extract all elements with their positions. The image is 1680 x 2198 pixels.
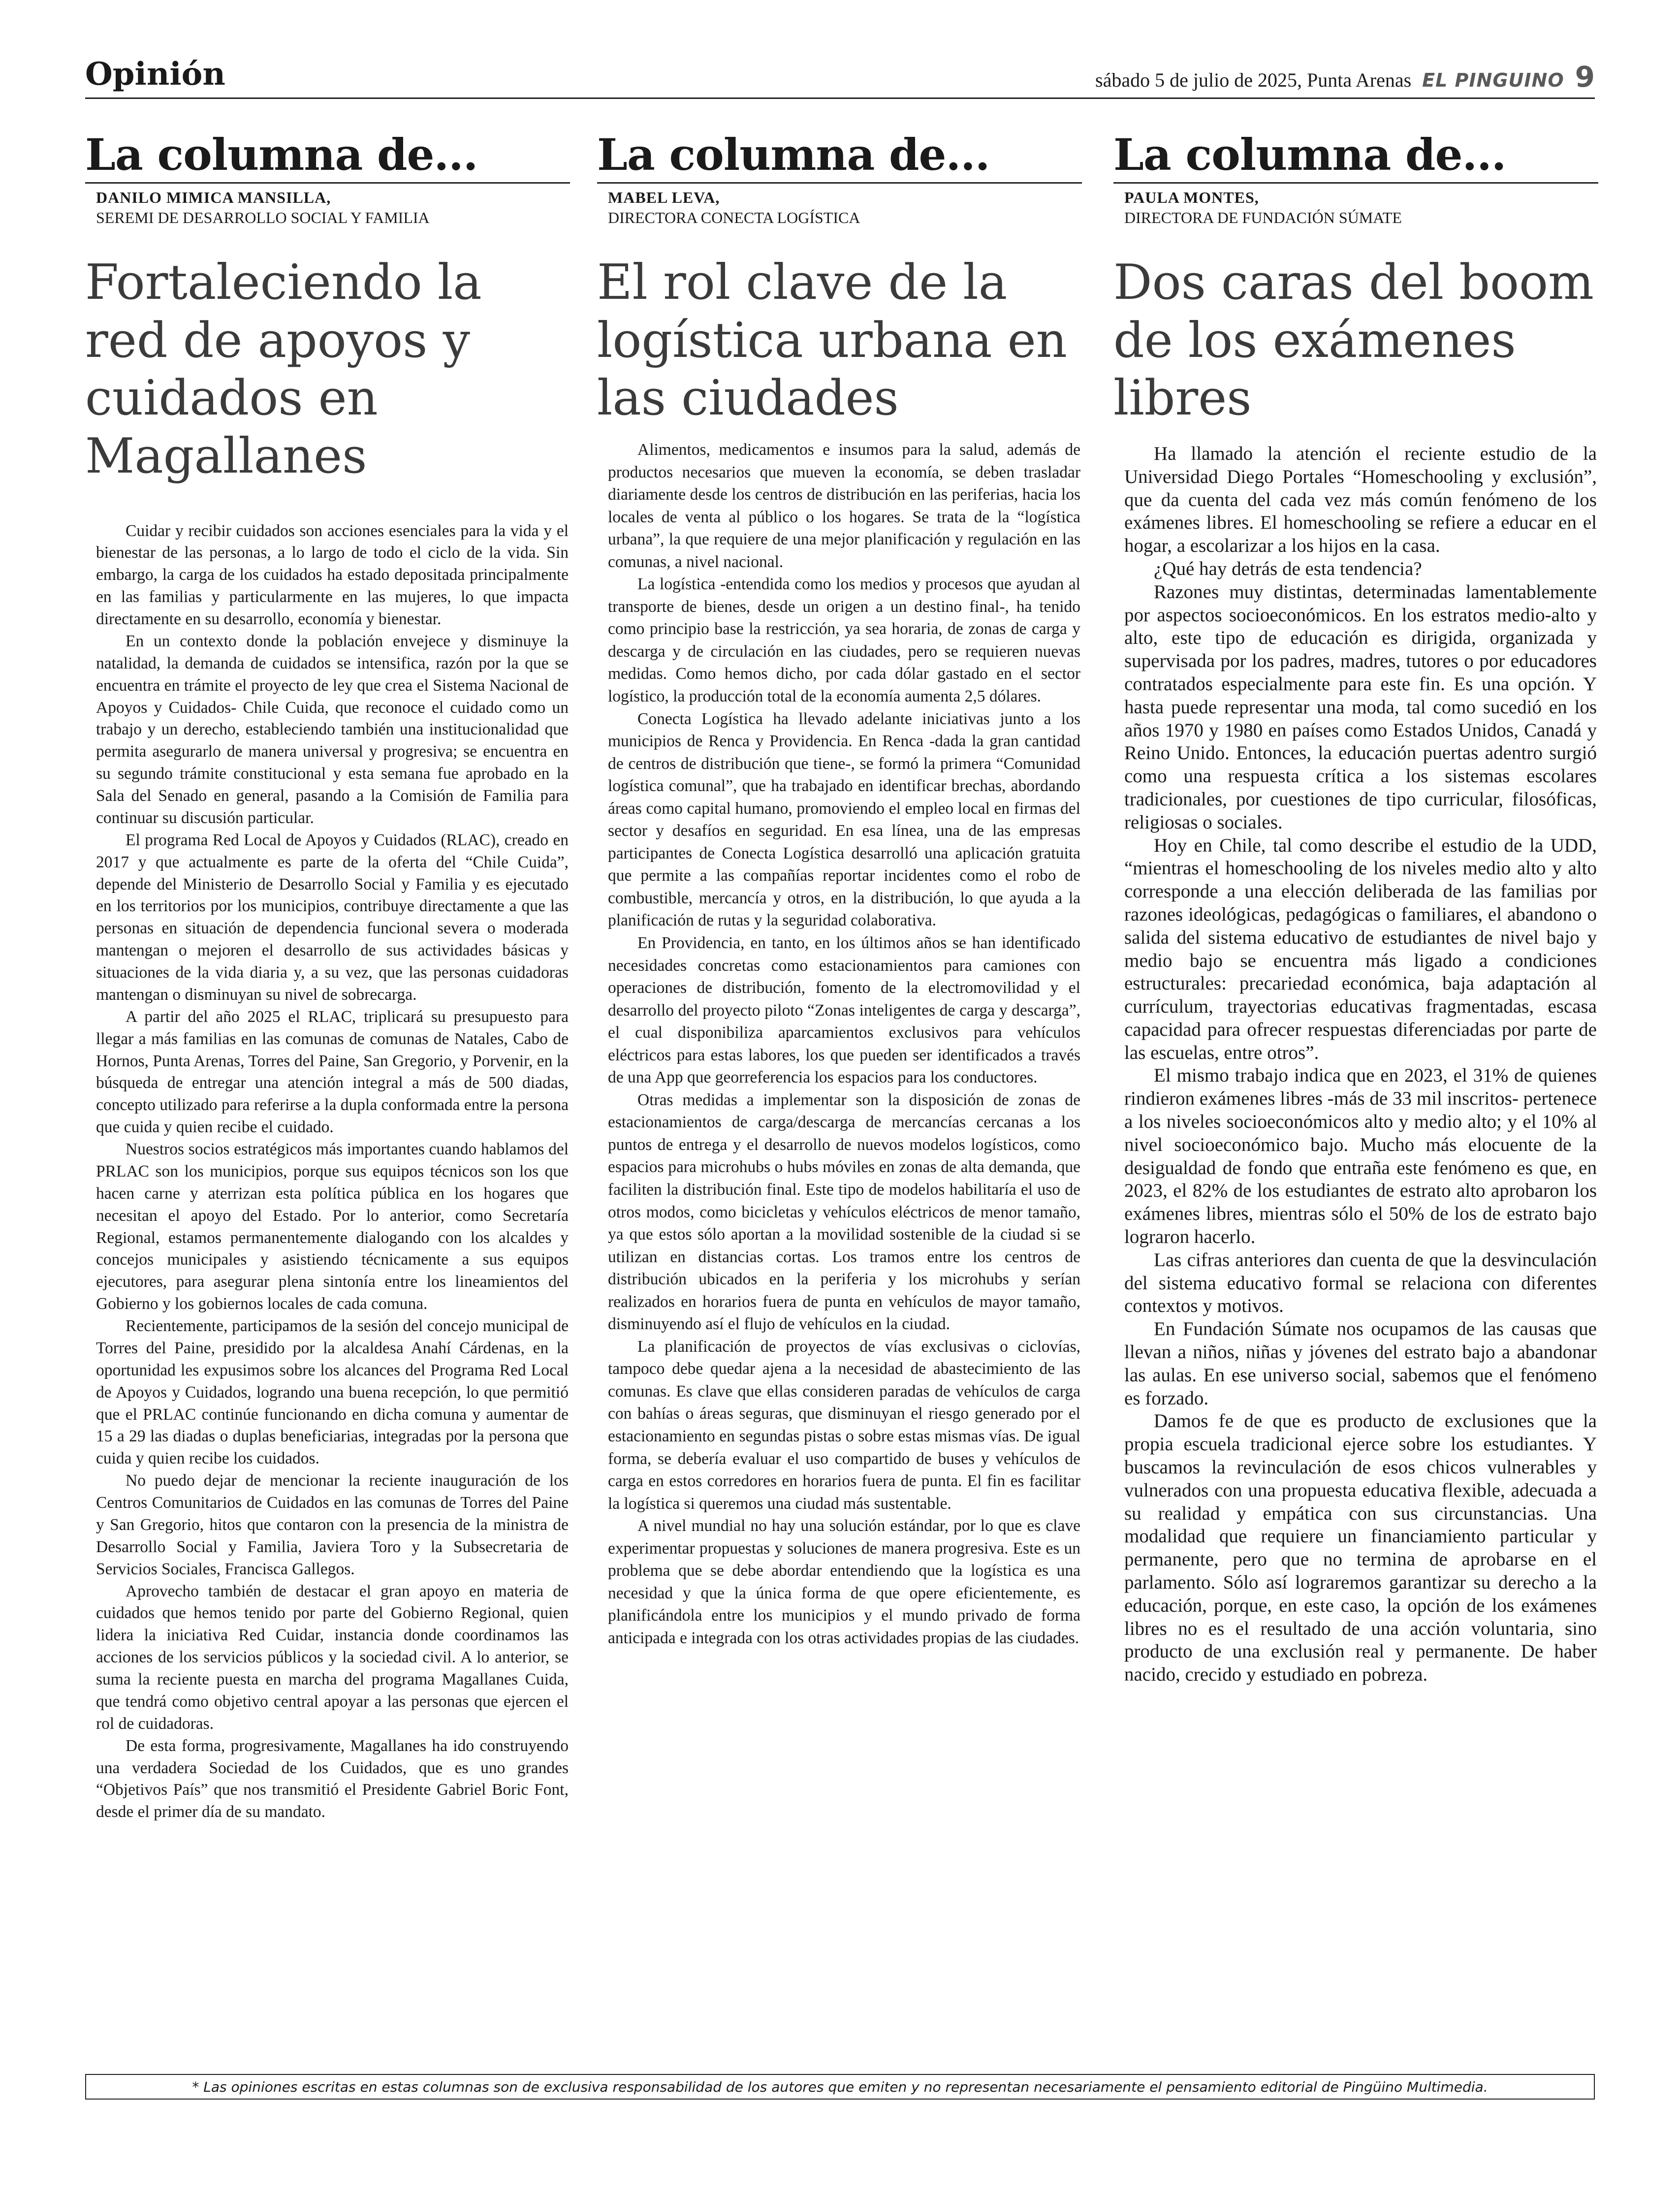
column-body	[96, 520, 569, 1824]
paragraph: Nuestros socios estratégicos más importantes cuando hablamos del PRLAC son los municipios, porque sus equipos técnicos son los que hacen carne y aterrizan esta política pública en los hogares que necesitan el apoyo del Estado. Por lo anterior, como Secretaría Regional, estamos permanentemente dialogando con los alcaldes y concejos municipales y asistiendo técnicamente a sus equipos ejecutores, para asegurar plena sintonía entre los lineamientos del Gobierno y los gobiernos locales de cada comuna.	[96, 1140, 569, 1313]
paragraph: Las cifras anteriores dan cuenta de que la desvinculación del sistema educativo formal se relaciona con diferentes contextos y motivos.	[1124, 1249, 1597, 1317]
disclaimer-text: * Las opiniones escritas en estas columnas son de exclusiva responsabilidad de los autores que emiten y no representan necesariamente el pensamiento editorial de Pingüino Multimedia.	[192, 2078, 1488, 2095]
newspaper-logo: EL PINGUINO	[1422, 69, 1564, 91]
opinion-column-2	[597, 129, 1082, 1650]
paragraph: La logística -entendida como los medios y procesos que ayudan al transporte de bienes, desde un origen a un destino final-, ha tenido como principio base la restricción, ya sea horaria, de zonas de carga y descarga y de circulación en las ciudades, pero se requieren nuevas medidas. Como hemos dicho, por cada dólar gastado en el sector logístico, la producción total de la economía aumenta 2,5 dólares.	[608, 575, 1080, 705]
paragraph: No puedo dejar de mencionar la reciente inauguración de los Centros Comunitarios de Cuidados en las comunas de Torres del Paine y San Gregorio, hitos que contaron con la presencia de la ministra de Desarrollo Social y Familia, Javiera Toro y la Subsecretaria de Servicios Sociales, Francisca Gallegos.	[96, 1471, 569, 1578]
paragraph: El mismo trabajo indica que en 2023, el 31% de quienes rindieron exámenes libres -más de 33 mil inscritos- pertenece a los niveles socioeconómicos alto y medio alto; y el 10% al nivel socioeconómico bajo. Mucho más elocuente de la desigualdad de fondo que entraña este fenómeno es que, en 2023, el 82% de los estudiantes de estrato alto aprobaron los exámenes libres, mientras sólo el 50% de los de estrato bajo lograron hacerlo.	[1124, 1065, 1597, 1248]
column-kicker: La columna de...	[85, 133, 570, 184]
disclaimer-box	[85, 2074, 1595, 2100]
paragraph: A nivel mundial no hay una solución estándar, por lo que es clave experimentar propuestas y soluciones de manera progresiva. Este es un problema que se debe abordar entendiendo que la logística es una necesidad y que la única forma de que opere eficientemente, es planificándola entre los municipios y el mundo privado de forma anticipada e integrada con los otras actividades propias de las ciudades.	[608, 1517, 1080, 1647]
column-author: PAULA MONTES,	[1124, 189, 1259, 206]
paragraph: Razones muy distintas, determinadas lamentablemente por aspectos socioeconómicos. En los estratos medio-alto y alto, este tipo de educación es dirigida, organizada y supervisada por los padres, madres, tutores o por educadores contratados especialmente para este fin. Es una opción. Y hasta puede representar una moda, tal como sucedió en los años 1970 y 1980 en países como Estados Unidos, Canadá y Reino Unido. Entonces, la educación puertas adentro surgió como una respuesta crítica a los sistemas escolares tradicionales, por cuestiones de tipo curricular, filosóficas, religiosas o sociales.	[1124, 581, 1597, 833]
paragraph: En un contexto donde la población envejece y disminuye la natalidad, la demanda de cuidados se intensifica, razón por la que se encuentra en trámite el proyecto de ley que crea el Sistema Nacional de Apoyos y Cuidados- Chile Cuida, que reconoce el cuidado como un trabajo y un derecho, estableciendo también una institucionalidad que permita asegurarlo de manera universal y progresiva; se encuentra en su segundo trámite constitucional y esta semana fue aprobado en la Sala del Senado en general, pasando a la Comisión de Familia para continuar su discusión particular.	[96, 632, 569, 827]
page-header	[85, 58, 1595, 99]
section-name: Opinión	[85, 56, 225, 93]
column-author-role: SEREMI DE DESARROLLO SOCIAL Y FAMILIA	[96, 209, 430, 226]
column-body	[1124, 443, 1597, 1687]
opinion-column-1	[85, 129, 570, 1823]
column-title: Dos caras del boom de los exámenes libres	[1113, 255, 1594, 427]
paragraph: Otras medidas a implementar son la disposición de zonas de estacionamientos de carga/descarga de mercancías cercanas a los puntos de entrega y el desarrollo de nuevos modelos logísticos, como espacios para microhubs o hubs móviles en zonas de alta demanda, que faciliten la distribución final. Este tipo de modelos habilitaría el uso de otros modos, como bicicletas y vehículos eléctricos de menor tamaño, ya que estos sólo aportan a la movilidad sostenible de la ciudad si se utilizan en distancias cortas. Los tramos entre los centros de distribución ubicados en la periferia y los microhubs y serían realizados en horarios fuera de punta en vehículos de mayor tamaño, disminuyendo así el flujo de vehículos en la ciudad.	[608, 1090, 1080, 1334]
column-title: Fortaleciendo la red de apoyos y cuidados en Magallanes	[85, 255, 482, 484]
column-author-role: DIRECTORA DE FUNDACIÓN SÚMATE	[1124, 209, 1402, 226]
paragraph: A partir del año 2025 el RLAC, triplicará su presupuesto para llegar a más familias en las comunas de comunas de Natales, Cabo de Hornos, Punta Arenas, Torres del Paine, San Gregorio, y Porvenir, en la búsqueda de entregar una atención integral a más de 500 diadas, concepto utilizado para referirse a la dupla conformada entre la persona que cuida y quien recibe el cuidado.	[96, 1007, 569, 1137]
paragraph: Aprovecho también de destacar el gran apoyo en materia de cuidados que hemos tenido por parte del Gobierno Regional, quien lidera la iniciativa Red Cuidar, instancia donde coordinamos las acciones de los servicios públicos y la sociedad civil. A lo anterior, se suma la reciente puesta en marcha del programa Magallanes Cuida, que tendrá como objetivo central apoyar a las personas que ejercen el rol de cuidadoras.	[96, 1582, 569, 1733]
paragraph: La planificación de proyectos de vías exclusivas o ciclovías, tampoco debe quedar ajena a la necesidad de abastecimiento de las comunas. Es clave que ellas consideren paradas de vehículos de carga con bahías o áreas seguras, que disminuyan el riesgo generado por el estacionamiento en segundas pistas o sobre estas mismas vías. De igual forma, se debería evaluar el uso compartido de buses y vehículos de carga en estos corredores en horarios fuera de punta. El fin es facilitar la logística si queremos una ciudad más sustentable.	[608, 1337, 1080, 1513]
column-kicker: La columna de...	[597, 133, 1082, 184]
dateline: sábado 5 de julio de 2025, Punta Arenas	[1095, 69, 1412, 91]
paragraph: Alimentos, medicamentos e insumos para la salud, además de productos necesarios que mueven la economía, se deben trasladar diariamente desde los centros de distribución en las periferias, hacia los locales de venta al público o los hogares. Se trata de la “logística urbana”, la que requiere de una mejor planificación y regulación en las comunas, a nivel nacional.	[608, 440, 1080, 571]
column-body	[608, 439, 1080, 1650]
column-author-role: DIRECTORA CONECTA LOGÍSTICA	[608, 209, 860, 226]
paragraph: Damos fe de que es producto de exclusiones que la propia escuela tradicional ejerce sobre los estudiantes. Y buscamos la revinculación de esos chicos vulnerables y vulnerados con una propuesta educativa flexible, adecuada a su realidad y empática con sus circunstancias. Una modalidad que requiere un financiamiento particular y permanente, pero que no termina de aprobarse en el parlamento. Sólo así lograremos garantizar su derecho a la educación, porque, en este caso, la opción de los exámenes libres no es el resultado de una acción voluntaria, sino producto de una exclusión real y permanente. De haber nacido, crecido y estudiado en pobreza.	[1124, 1410, 1597, 1686]
paragraph: Ha llamado la atención el reciente estudio de la Universidad Diego Portales “Homeschooling y exclusión”, que da cuenta del cada vez más común fenómeno de los exámenes libres. El homeschooling se refiere a educar en el hogar, a escolarizar a los hijos en la casa.	[1124, 443, 1597, 557]
opinion-column-3	[1113, 129, 1598, 1687]
paragraph: Recientemente, participamos de la sesión del concejo municipal de Torres del Paine, presidido por la alcaldesa Anahí Cárdenas, en la oportunidad les expusimos sobre los alcances del Programa Red Local de Apoyos y Cuidados, logrando una buena recepción, lo que permitió que el PRLAC continúe funcionando en dicha comuna y aumentar de 15 a 29 las diadas o duplas beneficiarias, integradas por la persona que cuida y quien recibe los cuidados.	[96, 1317, 569, 1468]
column-author: DANILO MIMICA MANSILLA,	[96, 189, 331, 206]
paragraph: ¿Qué hay detrás de esta tendencia?	[1154, 558, 1422, 579]
paragraph: Hoy en Chile, tal como describe el estudio de la UDD, “mientras el homeschooling de los niveles medio alto y alto corresponde a una elección deliberada de las familias por razones ideológicas, pedagógicas o familiares, el abandono o salida del sistema educativo de estudiantes de nivel bajo y medio bajo se encuentra más ligado a condiciones estructurales: precariedad económica, baja adaptación al currículum, trayectorias educativas fragmentadas, escasa capacidad para ofrecer respuestas diferenciadas por parte de las escuelas, entre otros”.	[1124, 834, 1597, 1063]
column-kicker: La columna de...	[1113, 133, 1598, 184]
paragraph: En Providencia, en tanto, en los últimos años se han identificado necesidades concretas como estacionamientos para camiones con operaciones de distribución, fomento de la electromovilidad y el desarrollo del proyecto piloto “Zonas inteligentes de carga y descarga”, el cual disponibiliza aparcamientos exclusivos para vehículos eléctricos para estas labores, los que pueden ser identificados a través de una App que georreferencia los espacios para los conductores.	[608, 934, 1080, 1087]
paragraph: Conecta Logística ha llevado adelante iniciativas junto a los municipios de Renca y Providencia. En Renca -dada la gran cantidad de centros de distribución que tiene-, se formó la primera “Comunidad logística comunal”, que ha trabajado en identificar brechas, abordando áreas como capital humano, promoviendo el empleo local en firmas del sector y desafíos en seguridad. En esa línea, una de las empresas participantes de Conecta Logística desarrolló una aplicación gratuita que permite a las compañías reportar incidentes como el robo de combustible, mercancía y otros, en la distribución, lo que ayuda a la planificación de rutas y la seguridad colaborativa.	[608, 709, 1080, 930]
header-meta	[1095, 60, 1595, 94]
page-number: 9	[1575, 60, 1595, 94]
column-title: El rol clave de la logística urbana en las ciudades	[597, 255, 1067, 427]
paragraph: En Fundación Súmate nos ocupamos de las causas que llevan a niños, niñas y jóvenes del estrato bajo a abandonar las aulas. En ese universo social, sabemos que el fenómeno es forzado.	[1124, 1318, 1597, 1409]
paragraph: De esta forma, progresivamente, Magallanes ha ido construyendo una verdadera Sociedad de los Cuidados, que es uno grandes “Objetivos País” que nos transmitió el Presidente Gabriel Boric Font, desde el primer día de su mandato.	[96, 1736, 569, 1821]
paragraph: Cuidar y recibir cuidados son acciones esenciales para la vida y el bienestar de las personas, a lo largo de todo el ciclo de la vida. Sin embargo, la carga de los cuidados ha estado depositada principalmente en las familias y particularmente en las mujeres, lo que impacta directamente en su desarrollo, economía y bienestar.	[96, 521, 569, 629]
paragraph: El programa Red Local de Apoyos y Cuidados (RLAC), creado en 2017 y que actualmente es parte de la oferta del “Chile Cuida”, depende del Ministerio de Desarrollo Social y Familia y es ejecutado en los territorios por los municipios, contribuye directamente a que las personas en situación de dependencia funcional severa o moderada mantengan o mejoren el desarrollo de sus actividades básicas y situaciones de la vida diaria y, a su vez, que las personas cuidadoras mantengan o disminuyan su nivel de sobrecarga.	[96, 830, 569, 1004]
column-author: MABEL LEVA,	[608, 189, 720, 206]
